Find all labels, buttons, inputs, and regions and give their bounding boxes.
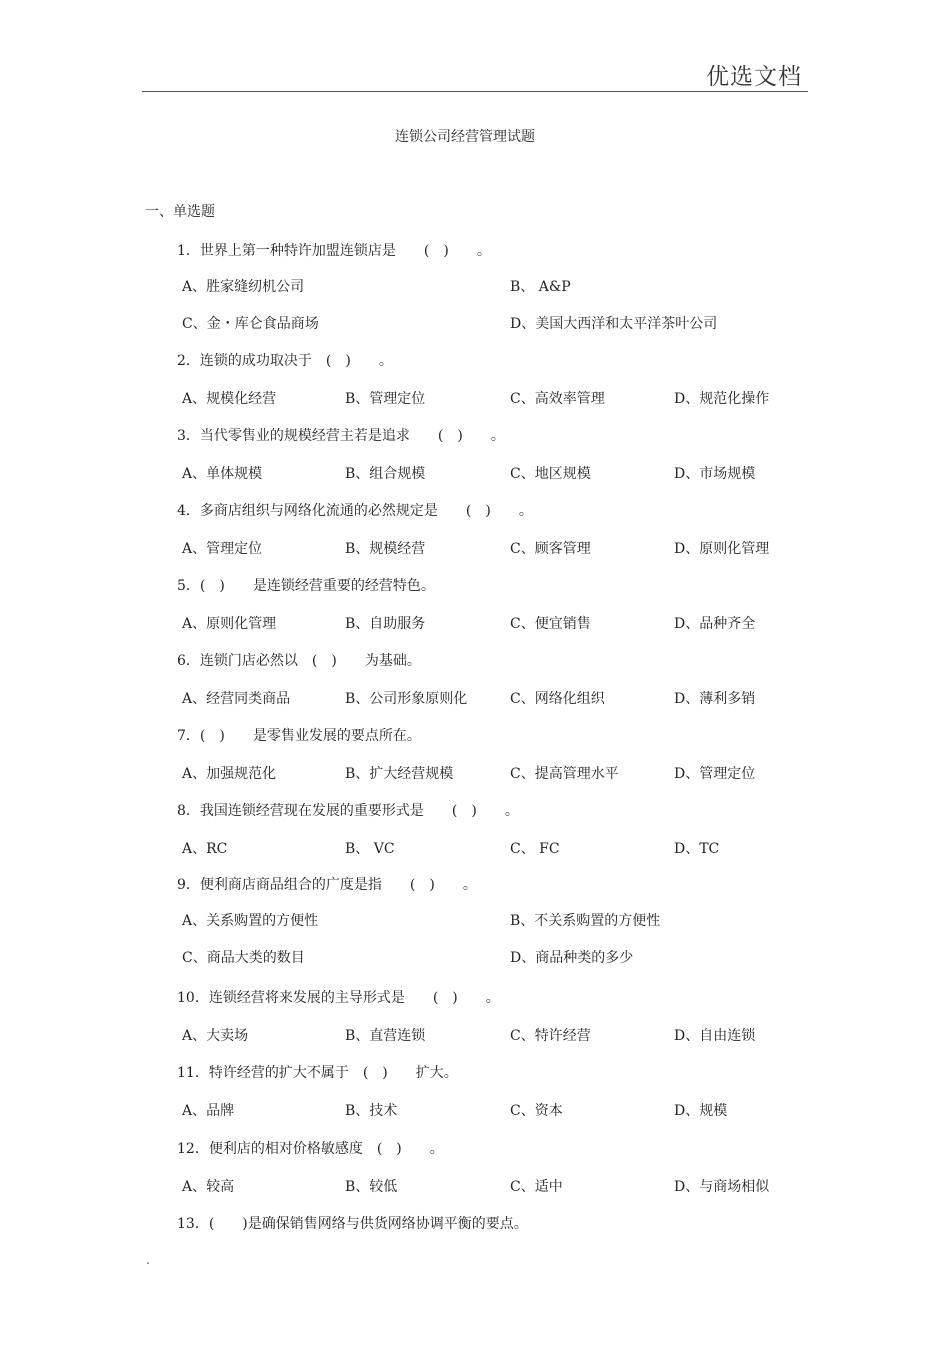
question-10-option-a: A、大卖场 (182, 1028, 249, 1044)
question-1-option-b: B、 A&P (510, 279, 571, 295)
question-3-option-d: D、市场规模 (674, 466, 756, 482)
question-4-option-c: C、顾客管理 (510, 541, 591, 557)
question-3-option-b: B、组合规模 (345, 466, 426, 482)
question-7-option-b: B、扩大经营规模 (345, 766, 454, 782)
question-9-option-c: C、商品大类的数目 (182, 950, 305, 966)
question-6-option-b: B、公司形象原则化 (345, 691, 468, 707)
document-title: 连锁公司经营管理试题 (395, 129, 535, 145)
question-9-option-a: A、关系购置的方便性 (182, 913, 319, 929)
question-5: 5．( ) 是连锁经营重要的经营特色。 (177, 578, 435, 594)
question-5-option-c: C、便宜销售 (510, 616, 591, 632)
question-9-option-d: D、商品种类的多少 (510, 950, 634, 966)
question-11-option-c: C、资本 (510, 1103, 563, 1119)
question-7-option-c: C、提高管理水平 (510, 766, 619, 782)
question-4: 4．多商店组织与网络化流通的必然规定是 ( ) 。 (177, 503, 533, 519)
question-10: 10．连锁经营将来发展的主导形式是 ( ) 。 (177, 990, 500, 1006)
question-2-option-b: B、管理定位 (345, 391, 426, 407)
page-header-brand: 优选文档 (706, 64, 802, 90)
question-6-option-a: A、经营同类商品 (182, 691, 291, 707)
question-1: 1．世界上第一种特许加盟连锁店是 ( ) 。 (177, 243, 491, 259)
question-8-option-c: C、 FC (510, 841, 560, 857)
question-8-option-b: B、 VC (345, 841, 395, 857)
question-13: 13．( )是确保销售网络与供货网络协调平衡的要点。 (177, 1216, 528, 1232)
question-9-option-b: B、不关系购置的方便性 (510, 913, 661, 929)
question-5-option-d: D、品种齐全 (674, 616, 756, 632)
question-11-option-a: A、品牌 (182, 1103, 235, 1119)
question-7: 7．( ) 是零售业发展的要点所在。 (177, 728, 421, 744)
question-12-option-a: A、较高 (182, 1179, 235, 1195)
question-12-option-b: B、较低 (345, 1179, 398, 1195)
question-10-option-b: B、直营连锁 (345, 1028, 426, 1044)
question-4-option-a: A、管理定位 (182, 541, 263, 557)
question-12-option-c: C、适中 (510, 1179, 563, 1195)
question-3: 3．当代零售业的规模经营主若是追求 ( ) 。 (177, 428, 505, 444)
question-6-option-d: D、薄利多销 (674, 691, 756, 707)
question-8: 8．我国连锁经营现在发展的重要形式是 ( ) 。 (177, 803, 519, 819)
question-5-option-a: A、原则化管理 (182, 616, 277, 632)
question-2-option-a: A、规模化经营 (182, 391, 277, 407)
question-6: 6．连锁门店必然以 ( ) 为基础。 (177, 653, 421, 669)
question-10-option-c: C、特许经营 (510, 1028, 591, 1044)
question-8-option-a: A、RC (182, 841, 228, 857)
question-7-option-d: D、管理定位 (674, 766, 756, 782)
question-11: 11．特许经营的扩大不属于 ( ) 扩大。 (177, 1065, 458, 1081)
question-1-option-c: C、金・库仑食品商场 (182, 316, 319, 332)
question-2-option-d: D、规范化操作 (674, 391, 770, 407)
question-9: 9．便利商店商品组合的广度是指 ( ) 。 (177, 877, 477, 893)
question-5-option-b: B、自助服务 (345, 616, 426, 632)
question-2-option-c: C、高效率管理 (510, 391, 605, 407)
question-8-option-d: D、TC (674, 841, 720, 857)
question-11-option-d: D、规模 (674, 1103, 728, 1119)
question-6-option-c: C、网络化组织 (510, 691, 605, 707)
question-12: 12．便利店的相对价格敏感度 ( ) 。 (177, 1141, 444, 1157)
question-2: 2．连锁的成功取决于 ( ) 。 (177, 353, 393, 369)
question-4-option-d: D、原则化管理 (674, 541, 770, 557)
section-title: 一、单选题 (145, 204, 215, 220)
question-12-option-d: D、与商场相似 (674, 1179, 770, 1195)
question-11-option-b: B、技术 (345, 1103, 398, 1119)
question-7-option-a: A、加强规范化 (182, 766, 277, 782)
question-10-option-d: D、自由连锁 (674, 1028, 756, 1044)
question-1-option-d: D、美国大西洋和太平洋茶叶公司 (510, 316, 718, 332)
question-1-option-a: A、胜家缝纫机公司 (182, 279, 305, 295)
footer-mark: . (146, 1253, 150, 1267)
question-3-option-a: A、单体规模 (182, 466, 263, 482)
question-3-option-c: C、地区规模 (510, 466, 591, 482)
question-4-option-b: B、规模经营 (345, 541, 426, 557)
